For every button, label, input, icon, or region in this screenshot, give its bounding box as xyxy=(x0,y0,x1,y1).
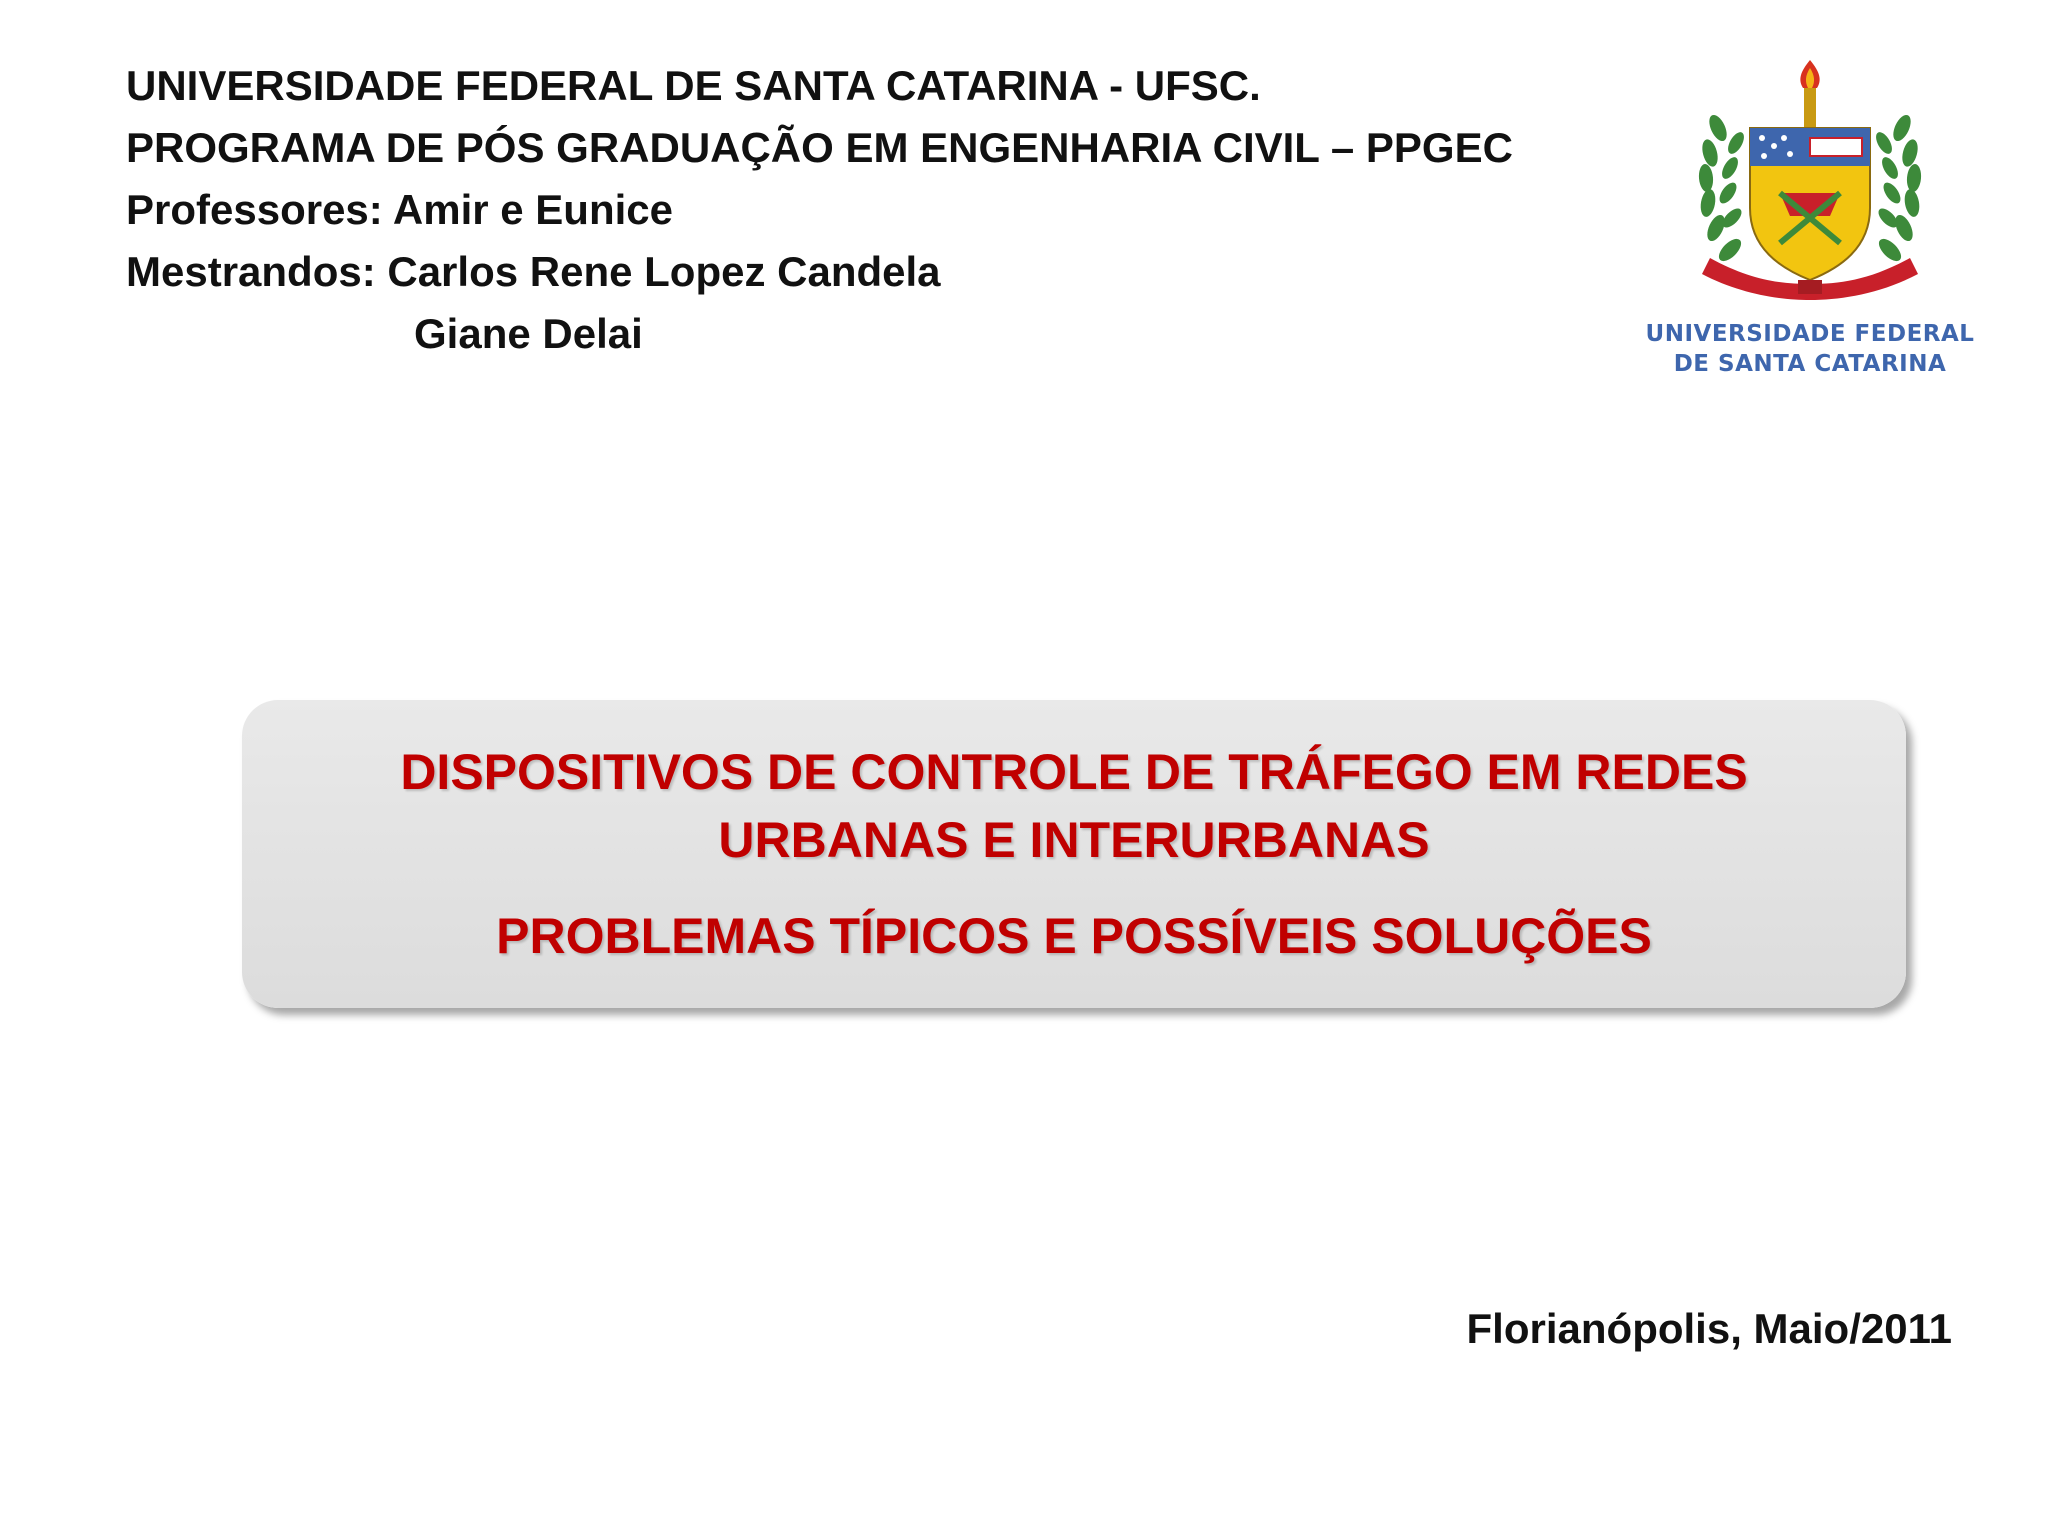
subtitle: PROBLEMAS TÍPICOS E POSSÍVEIS SOLUÇÕES xyxy=(496,908,1652,964)
professors-line: Professores: Amir e Eunice xyxy=(126,186,673,233)
title-line1: DISPOSITIVOS DE CONTROLE DE TRÁFEGO EM REDES xyxy=(400,744,1748,800)
students-line: Mestrandos: Carlos Rene Lopez Candela xyxy=(126,248,941,295)
title-line2: URBANAS E INTERURBANAS xyxy=(718,812,1430,868)
university-logo xyxy=(1640,58,1980,388)
header-block xyxy=(126,55,1576,365)
place-date: Florianópolis, Maio/2011 xyxy=(1466,1305,1952,1352)
logo-text-line2: DE SANTA CATARINA xyxy=(1673,351,1947,377)
student-second-name: Giane Delai xyxy=(414,310,643,357)
logo-text-line1: UNIVERSIDADE FEDERAL xyxy=(1645,321,1975,347)
title-box xyxy=(242,700,1906,1008)
program-name: PROGRAMA DE PÓS GRADUAÇÃO EM ENGENHARIA CIVIL – PPGEC xyxy=(126,124,1513,171)
university-name: UNIVERSIDADE FEDERAL DE SANTA CATARINA - UFSC. xyxy=(126,62,1261,109)
ufsc-coat-of-arms-icon xyxy=(1640,58,1980,313)
